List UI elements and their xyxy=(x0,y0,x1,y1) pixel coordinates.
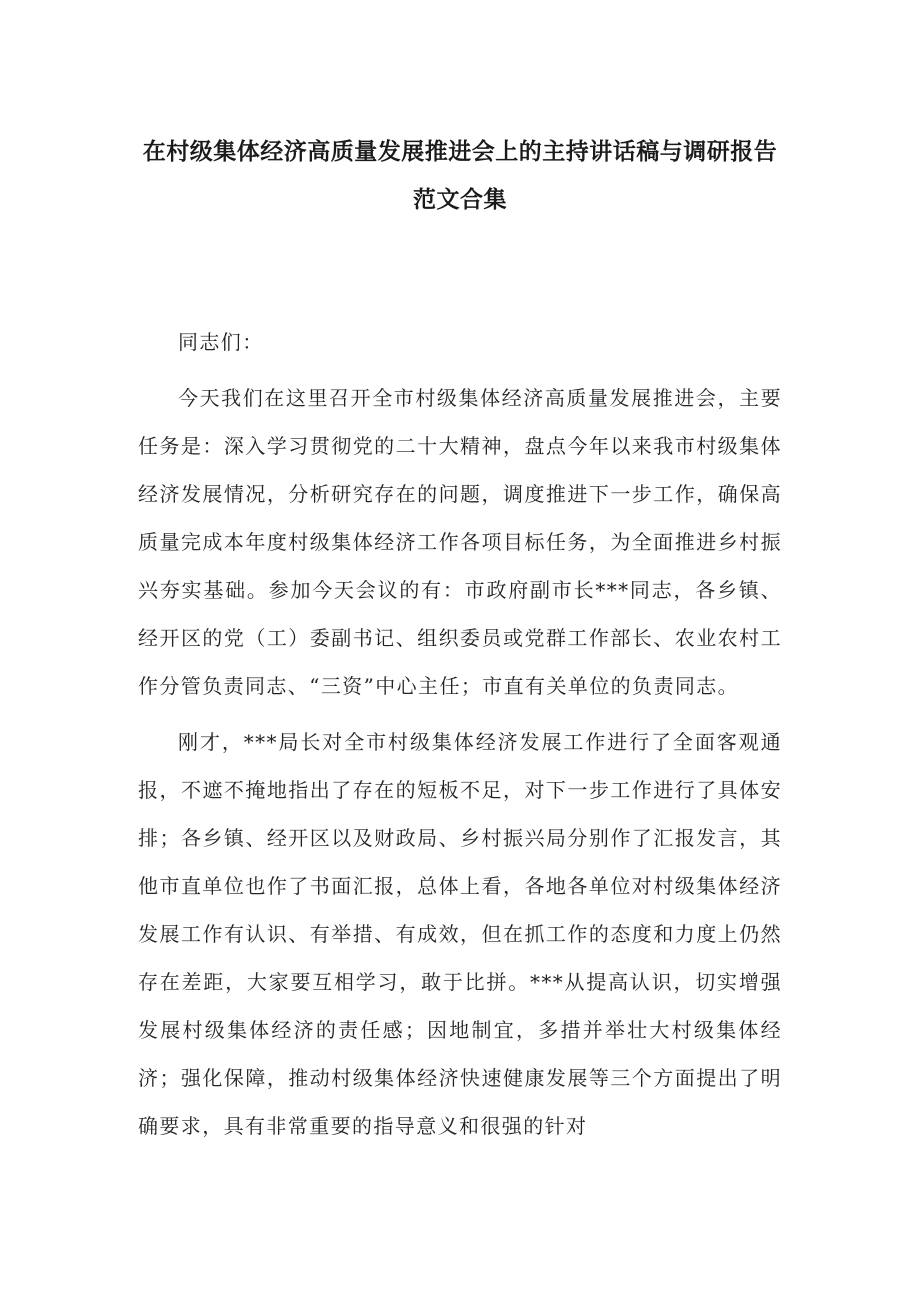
paragraph-1: 今天我们在这里召开全市村级集体经济高质量发展推进会，主要任务是：深入学习贯彻党的二十大精神，盘点今年以来我市村级集体经济发展情况，分析研究存在的问题，调度推进下一步工作，确保高质量完成本年度村级集体经济工作各项目标任务，为全面推进乡村振兴夯实基础。参加今天会议的有：市政府副市长***同志，各乡镇、经开区的党（工）委副书记、组织委员或党群工作部长、农业农村工作分管负责同志、“三资”中心主任；市直有关单位的负责同志。 xyxy=(138,386,782,698)
greeting: 同志们： xyxy=(178,330,264,354)
document-title: 在村级集体经济高质量发展推进会上的主持讲话稿与调研报告范文合集 xyxy=(142,139,778,213)
paragraph-2: 刚才，***局长对全市村级集体经济发展工作进行了全面客观通报，不遮不掩地指出了存在的短板不足，对下一步工作进行了具体安排；各乡镇、经开区以及财政局、乡村振兴局分别作了汇报发言，其他市直单位也作了书面汇报，总体上看，各地各单位对村级集体经济发展工作有认识、有举措、有成效，但在抓工作的态度和力度上仍然存在差距，大家要互相学习，敢于比拼。***从提高认识，切实增强发展村级集体经济的责任感；因地制宜，多措并举壮大村级集体经济；强化保障，推动村级集体经济快速健康发展等三个方面提出了明确要求，具有非常重要的指导意义和很强的针对 xyxy=(138,730,782,1138)
document-body xyxy=(138,318,782,1158)
